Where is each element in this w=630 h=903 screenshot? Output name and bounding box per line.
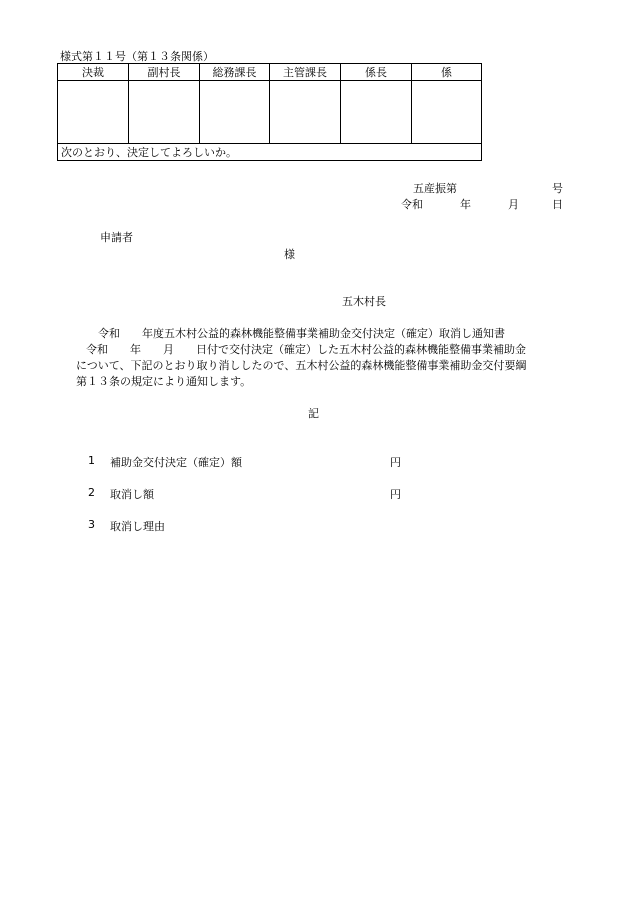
- stamp-box: [412, 81, 482, 144]
- approval-note-row: [58, 144, 482, 161]
- date-year: 年: [460, 198, 471, 211]
- body-line: 第１３条の規定により通知します。: [76, 375, 252, 388]
- item-number: 3: [88, 518, 95, 531]
- body-line: について、下記のとおり取り消ししたので、五木村公益的森林機能整備事業補助金交付要綱: [76, 359, 527, 372]
- stamp-box: [270, 81, 341, 144]
- approval-note: 次のとおり、決定してよろしいか。: [58, 144, 482, 161]
- doc-number-prefix: 五産振第: [413, 182, 457, 195]
- applicant-label: 申請者: [100, 231, 133, 244]
- approval-header-cell: 主管課長: [270, 64, 341, 81]
- approval-header-cell: 副村長: [129, 64, 200, 81]
- document-title: 令和 年度五木村公益的森林機能整備事業補助金交付決定（確定）取消し通知書: [98, 327, 505, 340]
- doc-number-suffix: 号: [552, 182, 563, 195]
- body-line: 令和 年 月 日付で交付決定（確定）した五木村公益的森林機能整備事業補助金: [86, 343, 526, 356]
- approval-header-cell: 総務課長: [200, 64, 270, 81]
- sender: 五木村長: [342, 295, 386, 308]
- date-era: 令和: [401, 198, 423, 211]
- stamp-box: [200, 81, 270, 144]
- approval-header-cell: 係長: [341, 64, 412, 81]
- date-day: 日: [552, 198, 563, 211]
- approval-header-cell: 決裁: [58, 64, 129, 81]
- approval-stamp-row: [58, 81, 482, 144]
- date-month: 月: [508, 198, 519, 211]
- item-number: 2: [88, 486, 95, 499]
- applicant-honorific: 様: [284, 248, 295, 261]
- approval-header-cell: 係: [412, 64, 482, 81]
- approval-header-row: [58, 64, 482, 81]
- approval-table: [57, 63, 482, 161]
- item-label: 取消し理由: [110, 520, 165, 533]
- item-unit: 円: [390, 456, 401, 469]
- stamp-box: [341, 81, 412, 144]
- item-number: 1: [88, 454, 95, 467]
- form-label: 様式第１１号（第１３条関係）: [60, 50, 214, 63]
- item-label: 取消し額: [110, 488, 154, 501]
- item-label: 補助金交付決定（確定）額: [110, 456, 242, 469]
- stamp-box: [129, 81, 200, 144]
- stamp-box: [58, 81, 129, 144]
- ki-heading: 記: [308, 407, 319, 420]
- item-unit: 円: [390, 488, 401, 501]
